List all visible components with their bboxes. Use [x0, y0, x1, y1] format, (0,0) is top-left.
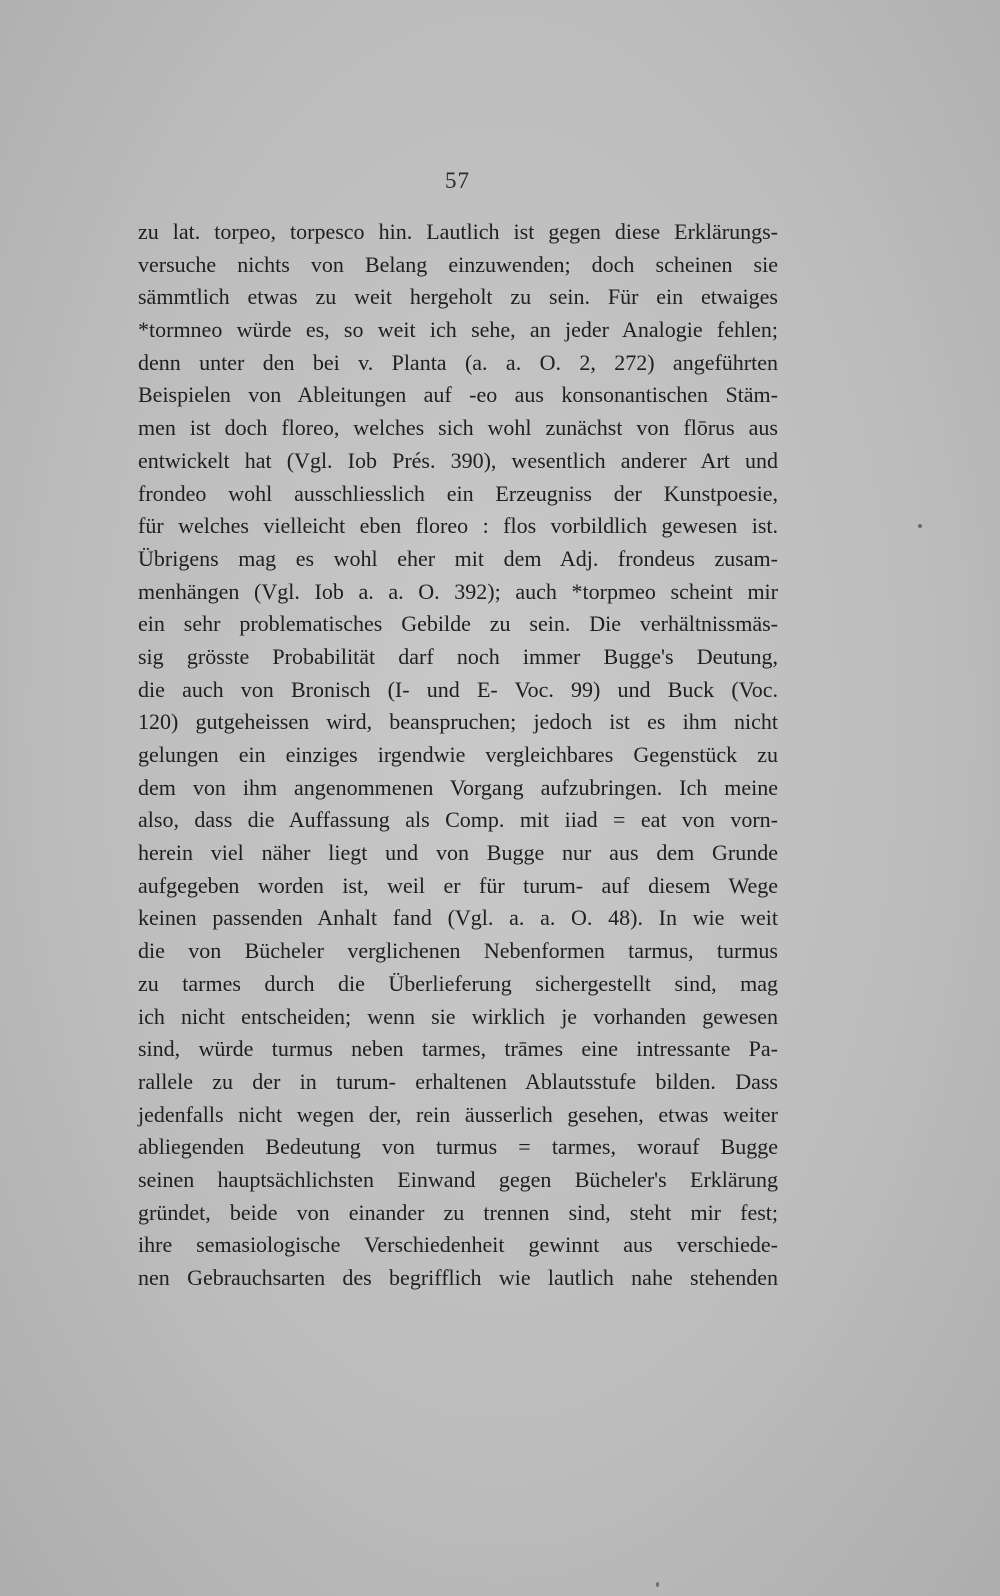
text-line: zu tarmes durch die Überlieferung sichergestellt sind, mag — [138, 970, 778, 996]
text-line: sig grösste Probabilität darf noch immer Bugge's Deutung, — [138, 643, 778, 669]
text-line: für welches vielleicht eben floreo : flos vorbildlich gewesen ist. — [138, 513, 778, 539]
text-line: zu lat. torpeo, torpesco hin. Lautlich ist gegen diese Erklärungs- — [138, 219, 778, 244]
text-line: keinen passenden Anhalt fand (Vgl. a. a. O. 48). In wie weit — [138, 905, 778, 931]
text-line: ich nicht entscheiden; wenn sie wirklich je vorhanden gewesen — [138, 1003, 778, 1029]
text-line: rallele zu der in turum- erhaltenen Ablautsstufe bilden. Dass — [138, 1068, 778, 1094]
text-line: denn unter den bei v. Planta (a. a. O. 2, 272) angeführten — [138, 349, 778, 375]
scan-speck — [918, 524, 922, 528]
text-line: aufgegeben worden ist, weil er für turum- auf diesem Wege — [138, 872, 778, 898]
text-line: Beispielen von Ableitungen auf -eo aus konsonantischen Stäm- — [138, 382, 778, 408]
text-line: *tormneo würde es, so weit ich sehe, an jeder Analogie fehlen; — [138, 317, 778, 343]
text-line: gründet, beide von einander zu trennen sind, steht mir fest; — [138, 1199, 778, 1225]
text-line: men ist doch floreo, welches sich wohl zunächst von flōrus aus — [138, 415, 778, 441]
body-text — [138, 216, 778, 1295]
text-line: nen Gebrauchsarten des begrifflich wie lautlich nahe stehenden — [138, 1265, 778, 1290]
text-line: die auch von Bronisch (I- und E- Voc. 99) und Buck (Voc. — [138, 676, 778, 702]
page-number: 57 — [445, 168, 470, 193]
text-line: entwickelt hat (Vgl. Iob Prés. 390), wesentlich anderer Art und — [138, 447, 778, 473]
text-line: jedenfalls nicht wegen der, rein äusserlich gesehen, etwas weiter — [138, 1101, 778, 1127]
text-line: ein sehr problematisches Gebilde zu sein. Die verhältnissmäs- — [138, 611, 778, 637]
text-line: die von Bücheler verglichenen Nebenformen tarmus, turmus — [138, 938, 778, 964]
text-line: also, dass die Auffassung als Comp. mit iiad = eat von vorn- — [138, 807, 778, 833]
text-line: sind, würde turmus neben tarmes, trāmes eine intressante Pa- — [138, 1036, 778, 1062]
scan-speck — [656, 1582, 659, 1587]
text-line: dem von ihm angenommenen Vorgang aufzubringen. Ich meine — [138, 774, 778, 800]
text-line: herein viel näher liegt und von Bugge nur aus dem Grunde — [138, 840, 778, 866]
text-line: menhängen (Vgl. Iob a. a. O. 392); auch *torpmeo scheint mir — [138, 578, 778, 604]
text-line: ihre semasiologische Verschiedenheit gewinnt aus verschiede- — [138, 1232, 778, 1258]
text-line: sämmtlich etwas zu weit hergeholt zu sein. Für ein etwaiges — [138, 284, 778, 310]
text-line: Übrigens mag es wohl eher mit dem Adj. frondeus zusam- — [138, 545, 778, 571]
text-line: 120) gutgeheissen wird, beanspruchen; jedoch ist es ihm nicht — [138, 709, 778, 735]
text-line: abliegenden Bedeutung von turmus = tarmes, worauf Bugge — [138, 1134, 778, 1160]
text-line: versuche nichts von Belang einzuwenden; doch scheinen sie — [138, 251, 778, 277]
text-line: frondeo wohl ausschliesslich ein Erzeugniss der Kunstpoesie, — [138, 480, 778, 506]
text-line: seinen hauptsächlichsten Einwand gegen Bücheler's Erklärung — [138, 1166, 778, 1192]
text-line: gelungen ein einziges irgendwie vergleichbares Gegenstück zu — [138, 742, 778, 767]
